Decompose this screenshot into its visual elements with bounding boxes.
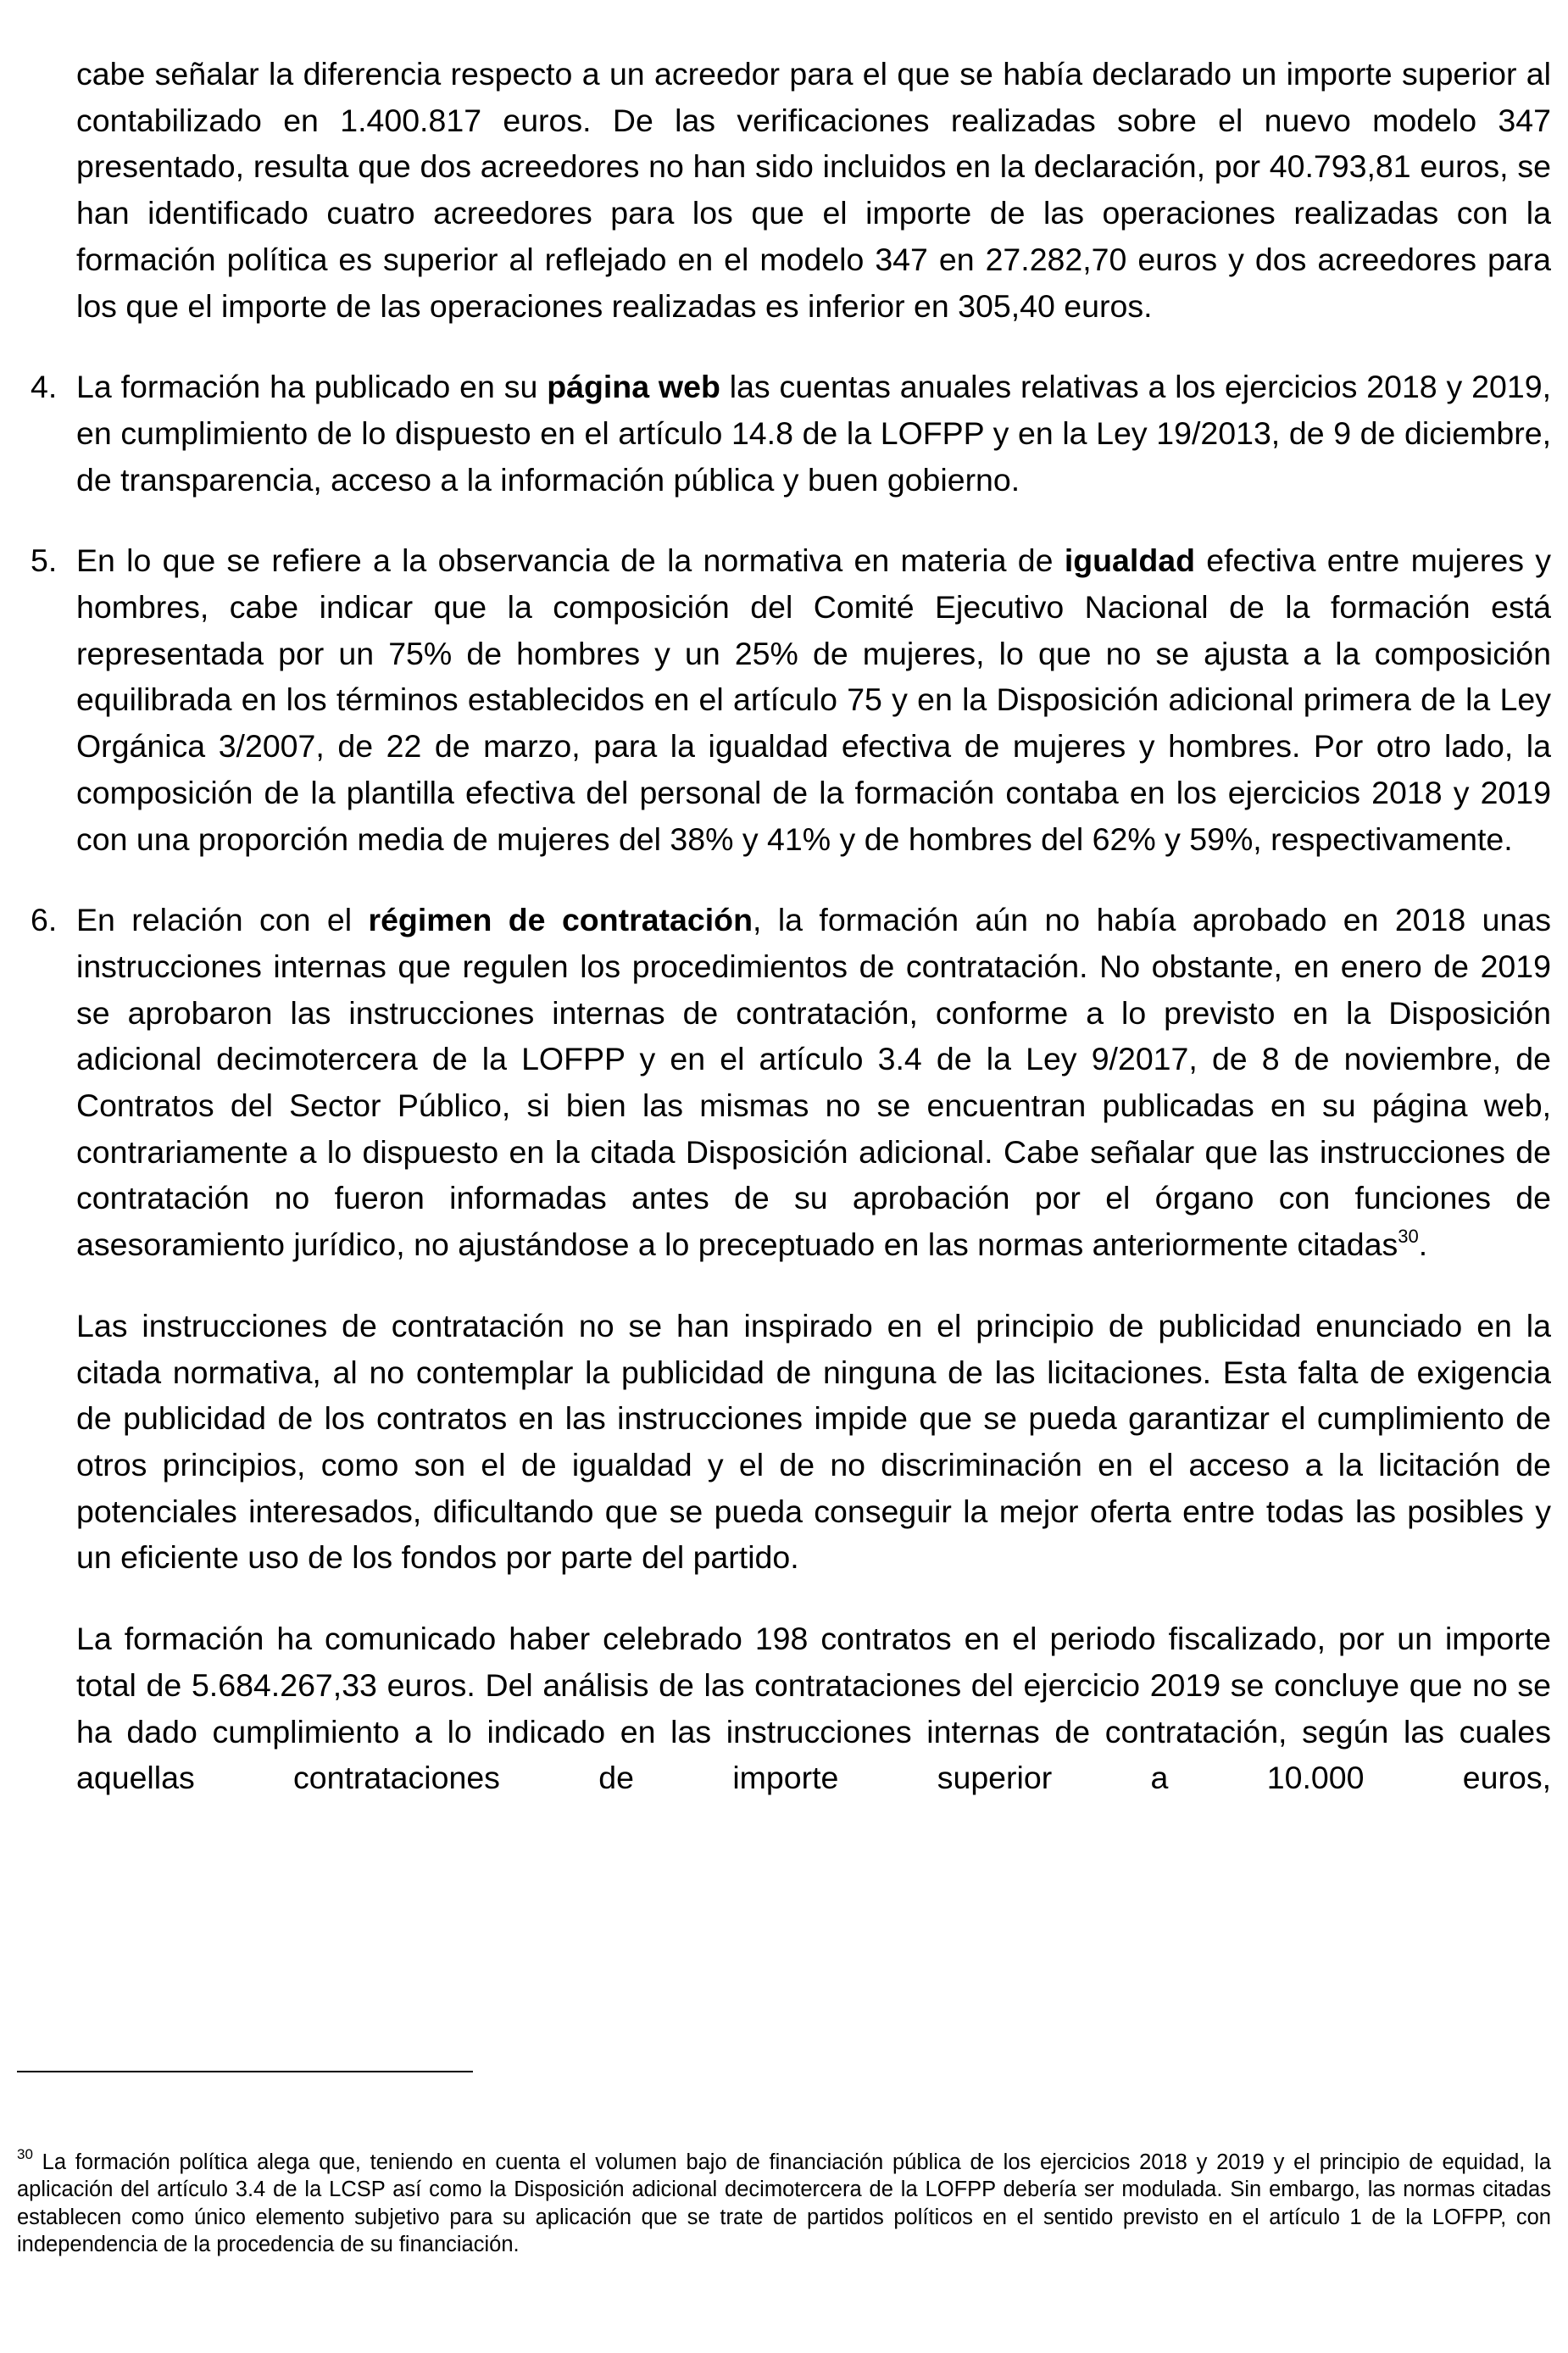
item6-bold-term: régimen de contratación xyxy=(368,902,753,938)
list-item-5 xyxy=(31,537,1551,862)
footnote xyxy=(17,2146,1551,2259)
list-number: 5. xyxy=(31,542,58,579)
footnote-separator xyxy=(17,2071,473,2072)
item6-text-after: , la formación aún no había aprobado en 2018 unas instrucciones internas que regulen los procedimientos de contratación. No obstante, en enero de 2019 se aprobaron las instrucciones internas de contratación, conforme a lo previsto en la Disposición adicional decimotercera de la LOFPP y en el artículo 3.4 de la Ley 9/2017, de 8 de noviembre, de Contratos del Sector Público, si bien las mismas no se encuentran publicadas en su página web, contrariamente a lo dispuesto en la citada Disposición adicional. Cabe señalar que las instrucciones de contratación no fueron informadas antes de su aprobación por el órgano con funciones de asesoramiento jurídico, no ajustándose a lo preceptuado en las normas anteriormente citadas xyxy=(76,902,1551,1263)
intro-paragraph xyxy=(76,51,1551,329)
paragraph-contratos xyxy=(76,1616,1551,1801)
item6-text-end: . xyxy=(1418,1227,1428,1263)
item4-text-after: las cuentas anuales relativas a los ejercicios 2018 y 2019, en cumplimiento de lo dispuesto en el artículo 14.8 de la LOFPP y en la Ley 19/2013, de 9 de diciembre, de transparencia, acceso a la información pública y buen gobierno. xyxy=(76,369,1551,498)
paragraph-instrucciones-text: Las instrucciones de contratación no se han inspirado en el principio de publicidad enunciado en la citada normativa, al no contemplar la publicidad de ninguna de las licitaciones. Esta falta de exigencia de publicidad de los contratos en las instrucciones impide que se pueda garantizar el cumplimiento de otros principios, como son el de igualdad y el de no discriminación en el acceso a la licitación de potenciales interesados, dificultando que se pueda conseguir la mejor oferta entre todas las posibles y un eficiente uso de los fondos por parte del partido. xyxy=(76,1307,1551,1576)
list-item-4 xyxy=(31,364,1551,503)
paragraph-instrucciones xyxy=(76,1303,1551,1581)
item4-text-before: La formación ha publicado en su xyxy=(76,369,548,405)
paragraph-contratos-text: La formación ha comunicado haber celebrado 198 contratos en el periodo fiscalizado, por un importe total de 5.684.267,33 euros. Del análisis de las contrataciones del ejercicio 2019 se concluye que no se ha dado cumplimiento a lo indicado en las instrucciones internas de contratación, según las cuales aquellas contrataciones de importe superior a 10.000 euros, xyxy=(76,1621,1551,1796)
list-item-6 xyxy=(31,897,1551,1268)
footnote-reference[interactable]: 30 xyxy=(1398,1225,1419,1247)
body-text xyxy=(31,51,1551,1801)
intro-text: cabe señalar la diferencia respecto a un acreedor para el que se había declarado un importe superior al contabilizado en 1.400.817 euros. De las verificaciones realizadas sobre el nuevo modelo 347 presentado, resulta que dos acreedores no han sido incluidos en la declaración, por 40.793,81 euros, se han identificado cuatro acreedores para los que el importe de las operaciones realizadas con la formación política es superior al reflejado en el modelo 347 en 27.282,70 euros y dos acreedores para los que el importe de las operaciones realizadas es inferior en 305,40 euros. xyxy=(76,56,1551,324)
footnote-text: La formación política alega que, teniendo en cuenta el volumen bajo de financiación pública de los ejercicios 2018 y 2019 y el principio de equidad, la aplicación del artículo 3.4 de la LCSP así como la Disposición adicional decimotercera de la LOFPP debería ser modulada. Sin embargo, las normas citadas establecen como único elemento subjetivo para su aplicación que se trate de partidos políticos en el sentido previsto en el artículo 1 de la LOFPP, con independencia de la procedencia de su financiación. xyxy=(17,2150,1551,2256)
item5-bold-term: igualdad xyxy=(1064,542,1195,579)
item4-bold-term: página web xyxy=(547,369,720,405)
item5-text-before: En lo que se refiere a la observancia de la normativa en materia de xyxy=(76,542,1065,579)
item5-text-after: efectiva entre mujeres y hombres, cabe indicar que la composición del Comité Ejecutivo Nacional de la formación está representada por un 75% de hombres y un 25% de mujeres, lo que no se ajusta a la composición equilibrada en los términos establecidos en el artículo 75 y en la Disposición adicional primera de la Ley Orgánica 3/2007, de 22 de marzo, para la igualdad efectiva de mujeres y hombres. Por otro lado, la composición de la plantilla efectiva del personal de la formación contaba en los ejercicios 2018 y 2019 con una proporción media de mujeres del 38% y 41% y de hombres del 62% y 59%, respectivamente. xyxy=(76,542,1551,857)
footnote-number: 30 xyxy=(17,2146,33,2162)
list-number: 4. xyxy=(31,369,58,405)
list-number: 6. xyxy=(31,902,58,938)
item6-text-before: En relación con el xyxy=(76,902,369,938)
